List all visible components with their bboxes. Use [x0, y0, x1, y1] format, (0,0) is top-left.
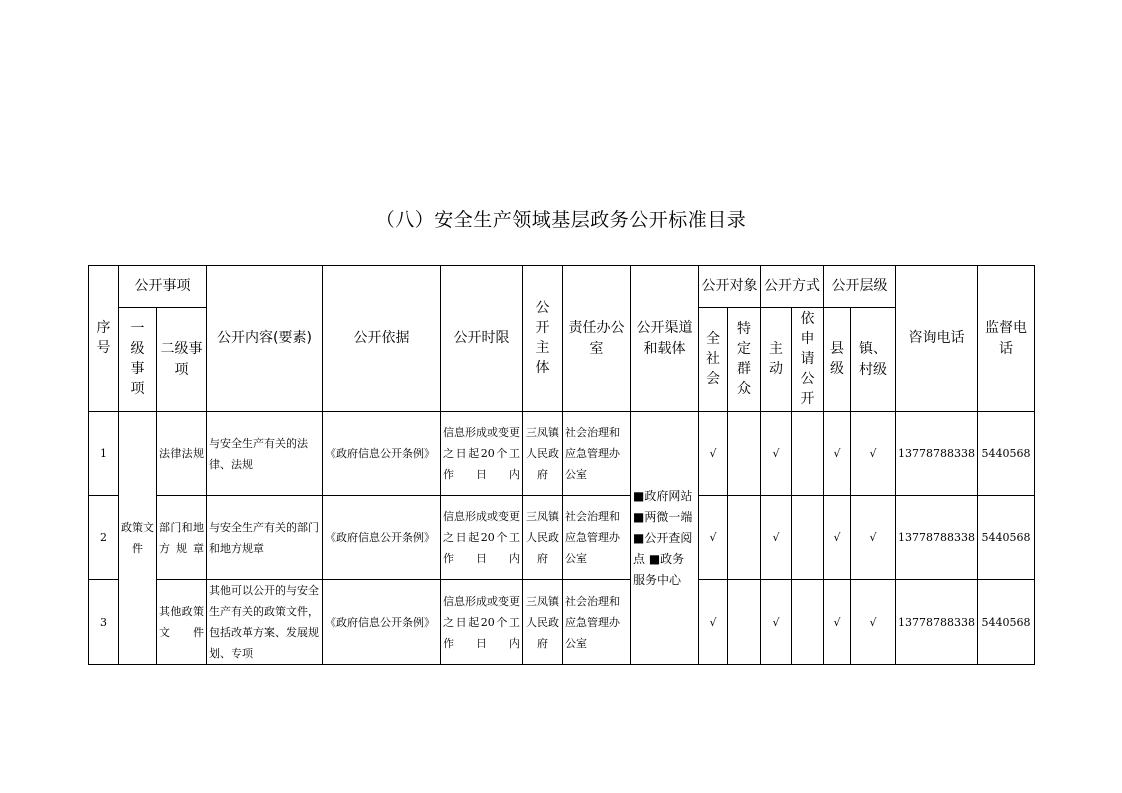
row-office: 社会治理和应急管理办公室: [563, 412, 631, 496]
header-level1: 一级事项: [119, 308, 157, 412]
row-level2: 法律法规: [157, 412, 207, 496]
row-office: 社会治理和应急管理办公室: [563, 580, 631, 665]
level1-cell: 政策文件: [119, 412, 157, 665]
row-time-limit: 信息形成或变更之日起20个工作日内: [441, 580, 523, 665]
row-time-limit: 信息形成或变更之日起20个工作日内: [441, 496, 523, 580]
header-row-1: [89, 266, 1035, 308]
row-subject: 三凤镇人民政府: [523, 412, 563, 496]
row-target-specific: [728, 496, 761, 580]
row-consult-phone: 13778788338: [896, 580, 978, 665]
header-subject: 公开主体: [523, 266, 563, 412]
row-basis: 《政府信息公开条例》: [323, 580, 441, 665]
page-title: （八）安全生产领域基层政务公开标准目录: [375, 209, 747, 231]
row-mode-active: √: [761, 580, 792, 665]
header-matter: 公开事项: [119, 266, 207, 308]
header-level-county: 县级: [824, 308, 851, 412]
channel-cell: ■政府网站 ■两微一端■公开查阅点 ■政务服务中心: [631, 412, 699, 665]
row-mode-request: [792, 496, 824, 580]
table-row: [89, 496, 1035, 580]
row-level-town: √: [851, 496, 896, 580]
row-time-limit: 信息形成或变更之日起20个工作日内: [441, 412, 523, 496]
row-basis: 《政府信息公开条例》: [323, 496, 441, 580]
table-row: [89, 580, 1035, 665]
header-supervise-phone: 监督电话: [977, 266, 1034, 412]
header-basis: 公开依据: [323, 266, 441, 412]
row-level-county: √: [824, 412, 851, 496]
row-seq: 3: [89, 580, 119, 665]
header-mode-active: 主动: [761, 308, 792, 412]
row-content: 与安全生产有关的法律、法规: [207, 412, 323, 496]
row-mode-request: [792, 580, 824, 665]
row-supervise-phone: 5440568: [977, 580, 1034, 665]
header-mode: 公开方式: [761, 266, 824, 308]
table-row: [89, 412, 1035, 496]
header-consult-phone: 咨询电话: [896, 266, 978, 412]
header-mode-request: 依申请公开: [792, 308, 824, 412]
row-level-county: √: [824, 580, 851, 665]
header-seq: 序号: [89, 266, 119, 412]
header-target-specific: 特定群众: [728, 308, 761, 412]
row-target-specific: [728, 580, 761, 665]
row-mode-request: [792, 412, 824, 496]
row-content: 其他可以公开的与安全生产有关的政策文件，包括改革方案、发展规划、专项: [207, 580, 323, 665]
row-consult-phone: 13778788338: [896, 496, 978, 580]
row-subject: 三凤镇人民政府: [523, 496, 563, 580]
row-target-all: √: [699, 412, 728, 496]
row-target-all: √: [699, 580, 728, 665]
row-mode-active: √: [761, 496, 792, 580]
header-office: 责任办公室: [563, 266, 631, 412]
row-basis: 《政府信息公开条例》: [323, 412, 441, 496]
header-time-limit: 公开时限: [441, 266, 523, 412]
row-level2: 其他政策文件: [157, 580, 207, 665]
row-level2: 部门和地方规章: [157, 496, 207, 580]
row-subject: 三凤镇人民政府: [523, 580, 563, 665]
row-supervise-phone: 5440568: [977, 496, 1034, 580]
row-office: 社会治理和应急管理办公室: [563, 496, 631, 580]
row-seq: 1: [89, 412, 119, 496]
row-target-specific: [728, 412, 761, 496]
header-content: 公开内容(要素): [207, 266, 323, 412]
row-supervise-phone: 5440568: [977, 412, 1034, 496]
row-level-county: √: [824, 496, 851, 580]
row-content: 与安全生产有关的部门和地方规章: [207, 496, 323, 580]
header-target: 公开对象: [699, 266, 761, 308]
row-level-town: √: [851, 580, 896, 665]
row-consult-phone: 13778788338: [896, 412, 978, 496]
row-target-all: √: [699, 496, 728, 580]
header-level: 公开层级: [824, 266, 896, 308]
header-level2: 二级事项: [157, 308, 207, 412]
row-level-town: √: [851, 412, 896, 496]
header-level-town: 镇、村级: [851, 308, 896, 412]
header-target-all: 全社会: [699, 308, 728, 412]
catalog-table: [88, 265, 1035, 665]
row-mode-active: √: [761, 412, 792, 496]
row-seq: 2: [89, 496, 119, 580]
header-channel: 公开渠道和载体: [631, 266, 699, 412]
